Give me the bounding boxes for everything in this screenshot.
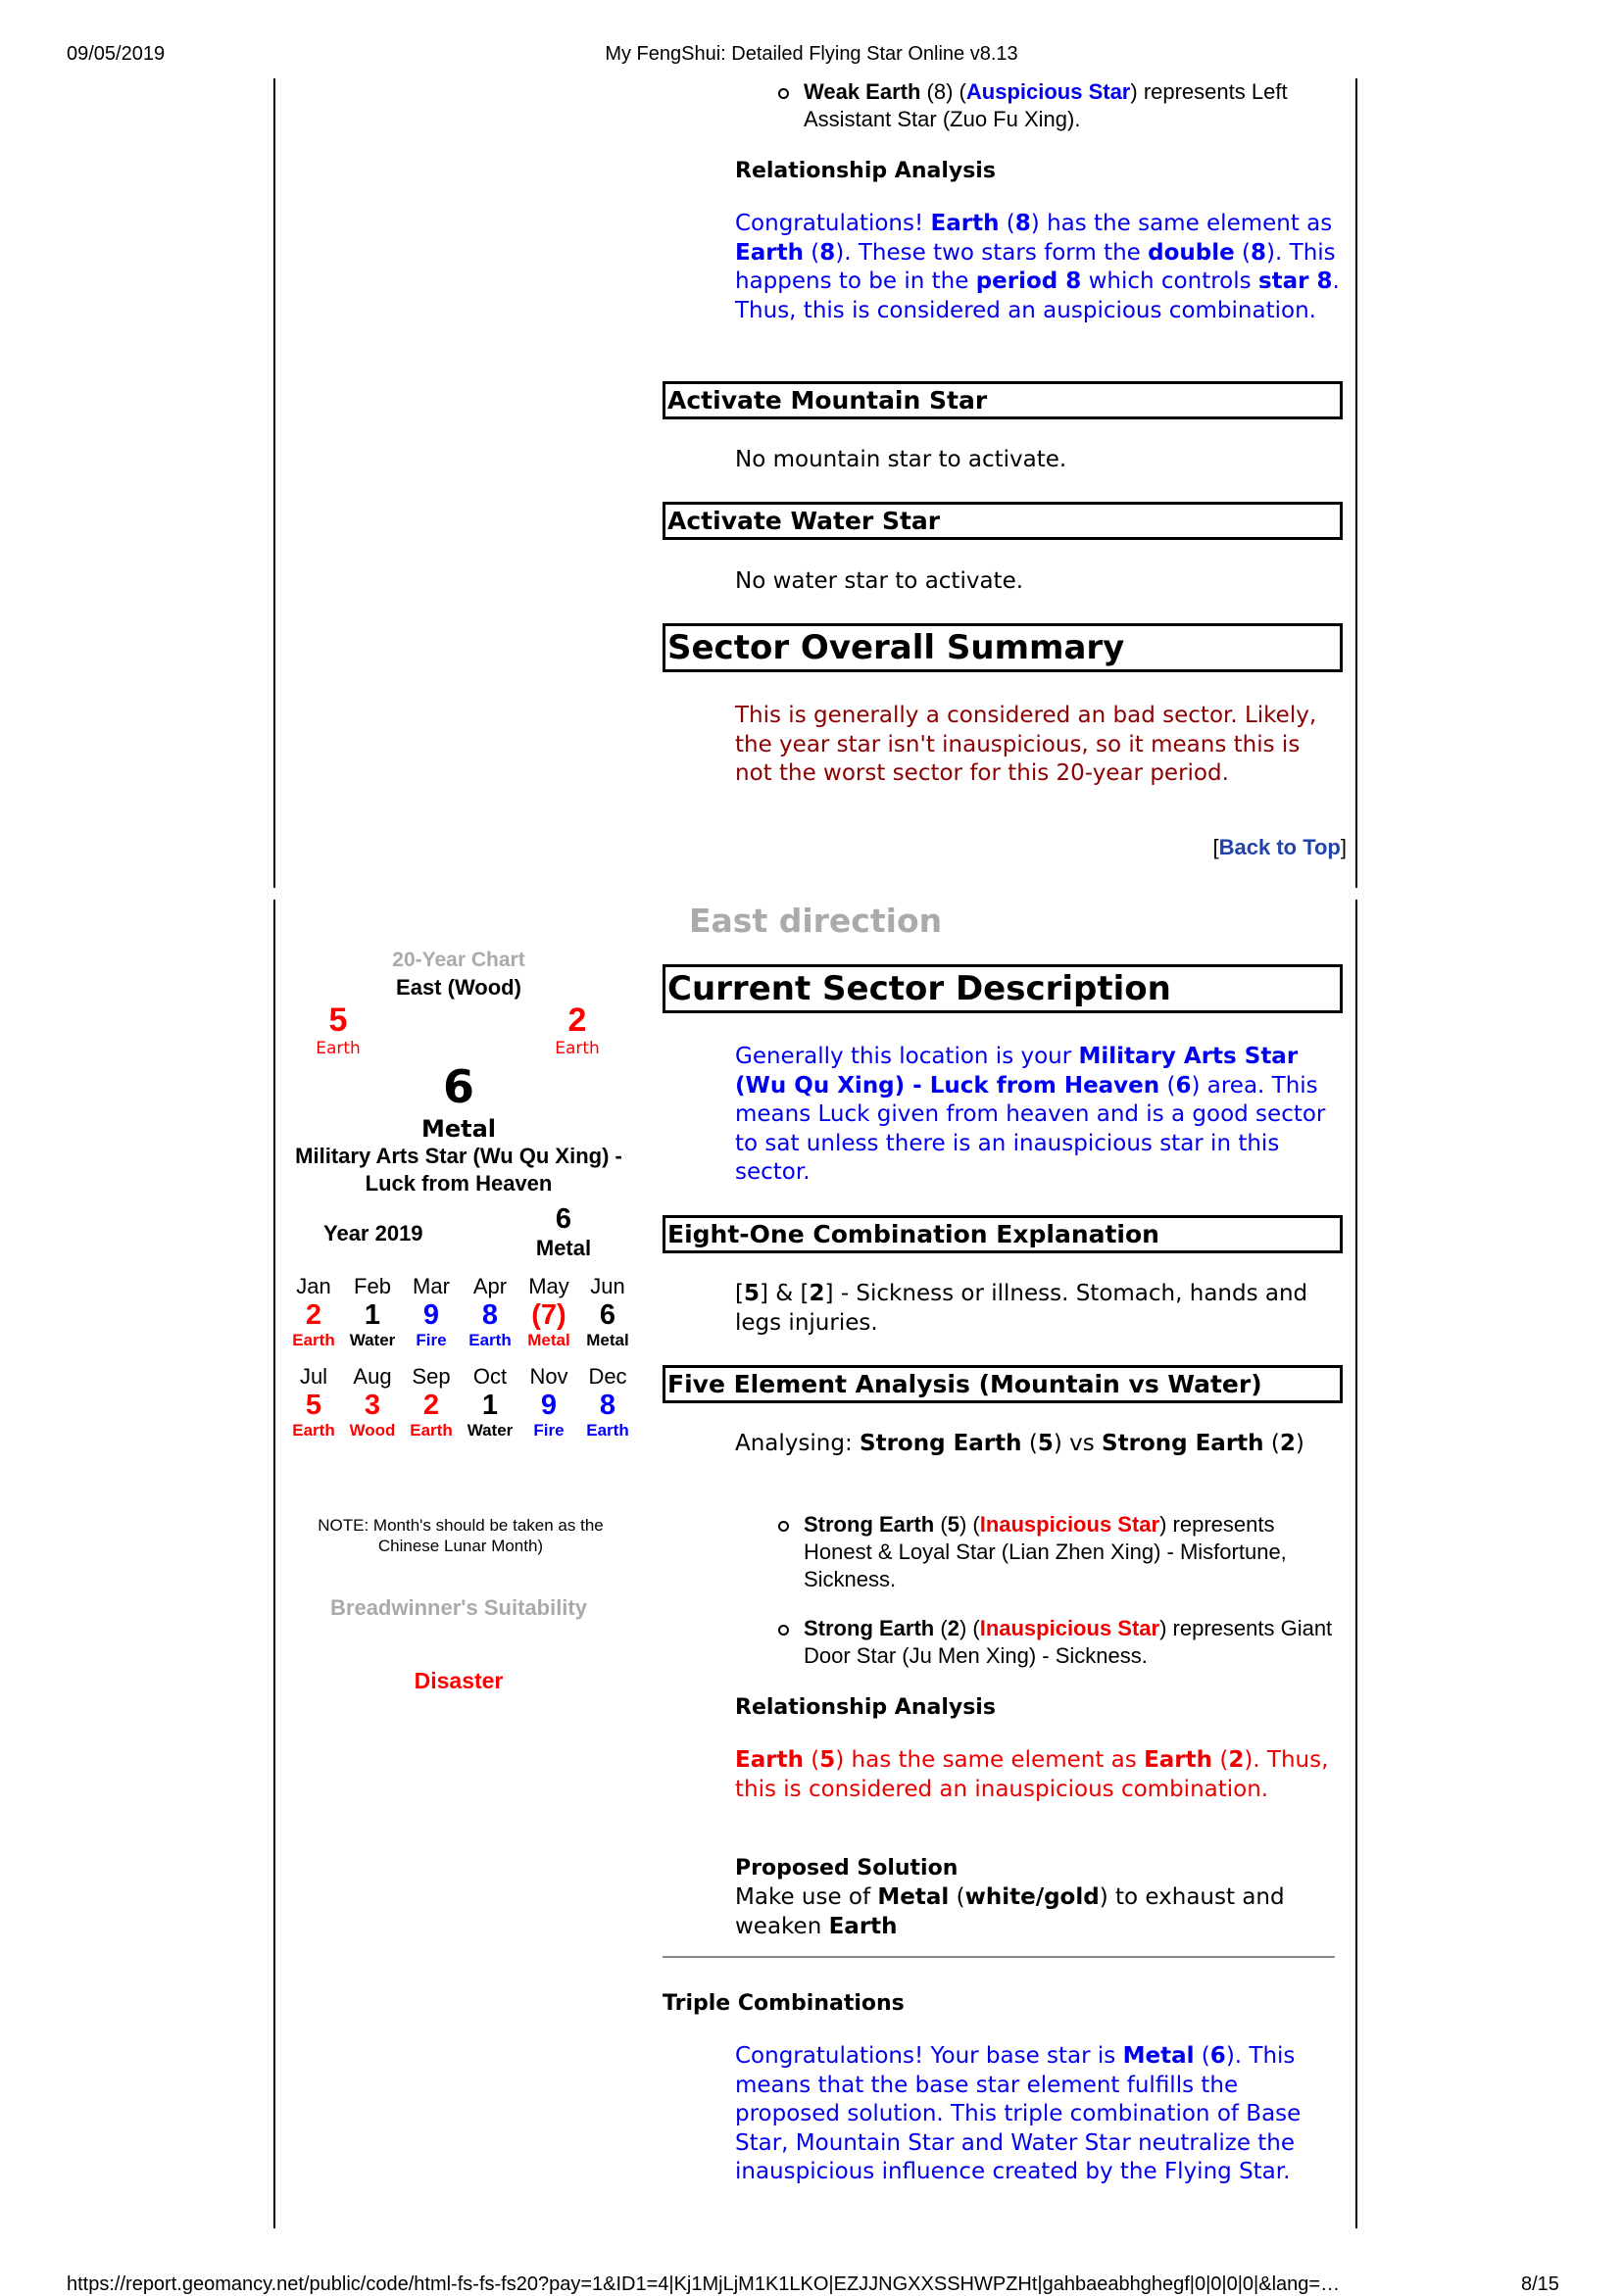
chart-sector: East (Wood) — [396, 975, 521, 1000]
month-name: Dec — [588, 1364, 627, 1389]
month-star-num: 2 — [305, 1299, 322, 1331]
month-name: Apr — [472, 1274, 508, 1298]
month-name: Jan — [296, 1274, 331, 1298]
water-star-num: 2 — [567, 1001, 587, 1039]
proposed-solution-text: Make use of Metal (white/gold) to exhaust and weaken Earth — [735, 1884, 1285, 1939]
mountain-star — [304, 1001, 372, 1058]
month-name: Jul — [299, 1364, 328, 1389]
section-divider — [663, 1956, 1335, 1958]
activate-water-text: No water star to activate. — [735, 568, 1024, 594]
proposed-solution-heading: Proposed Solution — [735, 1856, 959, 1881]
current-sector-text: Generally this location is your Military Arts Star (Wu Qu Xing) - Luck from Heaven (6) area. This means Luck given from heaven and is a good sector to sat unless there is an inauspicious star in this sector. — [735, 1044, 1326, 1185]
month-name: Nov — [529, 1364, 568, 1389]
table-border-left — [273, 78, 275, 888]
month-star-num: 9 — [540, 1390, 558, 1421]
month-star-element: Fire — [533, 1421, 565, 1440]
month-name: May — [528, 1274, 569, 1298]
prev-bullet: Weak Earth (8) (Auspicious Star) represents Left Assistant Star (Zuo Fu Xing). — [804, 78, 1343, 133]
month-star-element: Wood — [349, 1421, 396, 1440]
five-element-bullet-2: Strong Earth (2) (Inauspicious Star) represents Giant Door Star (Ju Men Xing) - Sickness. — [804, 1615, 1343, 1670]
month-star-element: Water — [349, 1331, 396, 1349]
month-star-num: 1 — [481, 1390, 499, 1421]
five-element-bullet-1: Strong Earth (5) (Inauspicious Star) represents Honest & Loyal Star (Lian Zhen Xing) - Misfortune, Sickness. — [804, 1511, 1343, 1593]
relationship-text: Congratulations! Earth (8) has the same element as Earth (8). These two stars form the double (8). This happens to be in the period 8 which controls star 8. Thus, this is considered an auspicious combination. — [735, 211, 1340, 323]
east-relationship-text: Earth (5) has the same element as Earth (2). Thus, this is considered an inauspicious combination. — [735, 1747, 1329, 1802]
year-label: Year 2019 — [323, 1221, 423, 1246]
year-star-num: 6 — [555, 1203, 572, 1235]
table-border-right-2 — [1355, 900, 1357, 2228]
print-date: 09/05/2019 — [67, 43, 166, 65]
month-grid-jan-jun — [284, 1274, 637, 1350]
breadwinner-value: Disaster — [414, 1668, 504, 1693]
month-name: Jun — [590, 1274, 625, 1298]
month-star-element: Water — [467, 1421, 514, 1440]
month-star-element: Earth — [410, 1421, 453, 1440]
month-name: Mar — [413, 1274, 450, 1298]
eight-one-text: [5] & [2] - Sickness or illness. Stomach, hands and legs injuries. — [735, 1281, 1308, 1336]
back-to-top: [Back to Top] — [1212, 835, 1347, 859]
month-star-num: 8 — [599, 1390, 616, 1421]
month-star-element: Earth — [292, 1331, 335, 1349]
month-star-element: Metal — [527, 1331, 570, 1349]
breadwinner-title: Breadwinner's Suitability — [330, 1595, 587, 1620]
base-star-name: Military Arts Star (Wu Qu Xing) - Luck from Heaven — [295, 1144, 622, 1196]
year-star-element: Metal — [535, 1236, 592, 1260]
direction-title: East direction — [689, 902, 943, 940]
month-grid-jul-dec — [284, 1364, 637, 1441]
table-border-left-2 — [273, 900, 275, 2228]
print-title: My FengShui: Detailed Flying Star Online v8.13 — [605, 43, 1018, 65]
month-star-element: Earth — [586, 1421, 629, 1440]
east-relationship-heading: Relationship Analysis — [735, 1695, 996, 1720]
month-star-element: Metal — [586, 1331, 629, 1349]
triple-text: Congratulations! Your base star is Metal (6). This means that the base star element fulfills the proposed solution. This triple combination of Base Star, Mountain Star and Water Star neutralize the inauspicious influence created by the Flying Star. — [735, 2043, 1302, 2184]
activate-mountain-heading: Activate Mountain Star — [663, 381, 1343, 419]
eight-one-heading: Eight-One Combination Explanation — [663, 1215, 1343, 1253]
table-border-right — [1355, 78, 1357, 888]
current-sector-heading: Current Sector Description — [663, 964, 1343, 1013]
base-star-element: Metal — [420, 1115, 497, 1143]
year-star — [529, 1203, 598, 1261]
month-name: Oct — [472, 1364, 508, 1389]
water-star — [543, 1001, 612, 1058]
month-star-element: Earth — [292, 1421, 335, 1440]
month-star-num: 1 — [364, 1299, 381, 1331]
activate-water-heading: Activate Water Star — [663, 502, 1343, 540]
sector-summary-text: This is generally a considered an bad sector. Likely, the year star isn't inauspicious, so it means this is not the worst sector for this 20-year period. — [735, 703, 1317, 786]
back-to-top-link[interactable]: Back to Top — [1218, 835, 1341, 859]
base-star-num: 6 — [442, 1060, 474, 1113]
relationship-heading: Relationship Analysis — [735, 159, 996, 183]
month-star-num: (7) — [531, 1299, 566, 1331]
month-star-num: 8 — [481, 1299, 499, 1331]
print-url: https://report.geomancy.net/public/code/html-fs-fs-fs20?pay=1&ID1=4|Kj1MjLjM1K1LKO|EZJJNGXXSSHWPZHt|gahbaeabhghegf|0|0|0|0|&lang=… — [67, 2273, 1341, 2295]
lunar-month-note: NOTE: Month's should be taken as the Chinese Lunar Month) — [318, 1516, 604, 1555]
triple-heading: Triple Combinations — [663, 1991, 905, 2016]
month-name: Sep — [412, 1364, 451, 1389]
month-star-element: Fire — [416, 1331, 447, 1349]
five-element-heading: Five Element Analysis (Mountain vs Water) — [663, 1365, 1343, 1403]
month-star-num: 5 — [305, 1390, 322, 1421]
month-star-num: 2 — [422, 1390, 440, 1421]
mountain-star-num: 5 — [328, 1001, 348, 1039]
month-star-num: 3 — [364, 1390, 381, 1421]
month-name: Aug — [353, 1364, 392, 1389]
month-star-element: Earth — [468, 1331, 512, 1349]
analysing-text: Analysing: Strong Earth (5) vs Strong Earth (2) — [735, 1431, 1304, 1456]
mountain-star-element: Earth — [316, 1039, 361, 1058]
month-star-num: 9 — [422, 1299, 440, 1331]
activate-mountain-text: No mountain star to activate. — [735, 447, 1067, 472]
month-name: Feb — [354, 1274, 391, 1298]
chart-title: 20-Year Chart — [392, 949, 525, 971]
print-page-number: 8/15 — [1521, 2273, 1559, 2295]
water-star-element: Earth — [555, 1039, 600, 1058]
sector-summary-heading: Sector Overall Summary — [663, 623, 1343, 672]
month-star-num: 6 — [599, 1299, 616, 1331]
